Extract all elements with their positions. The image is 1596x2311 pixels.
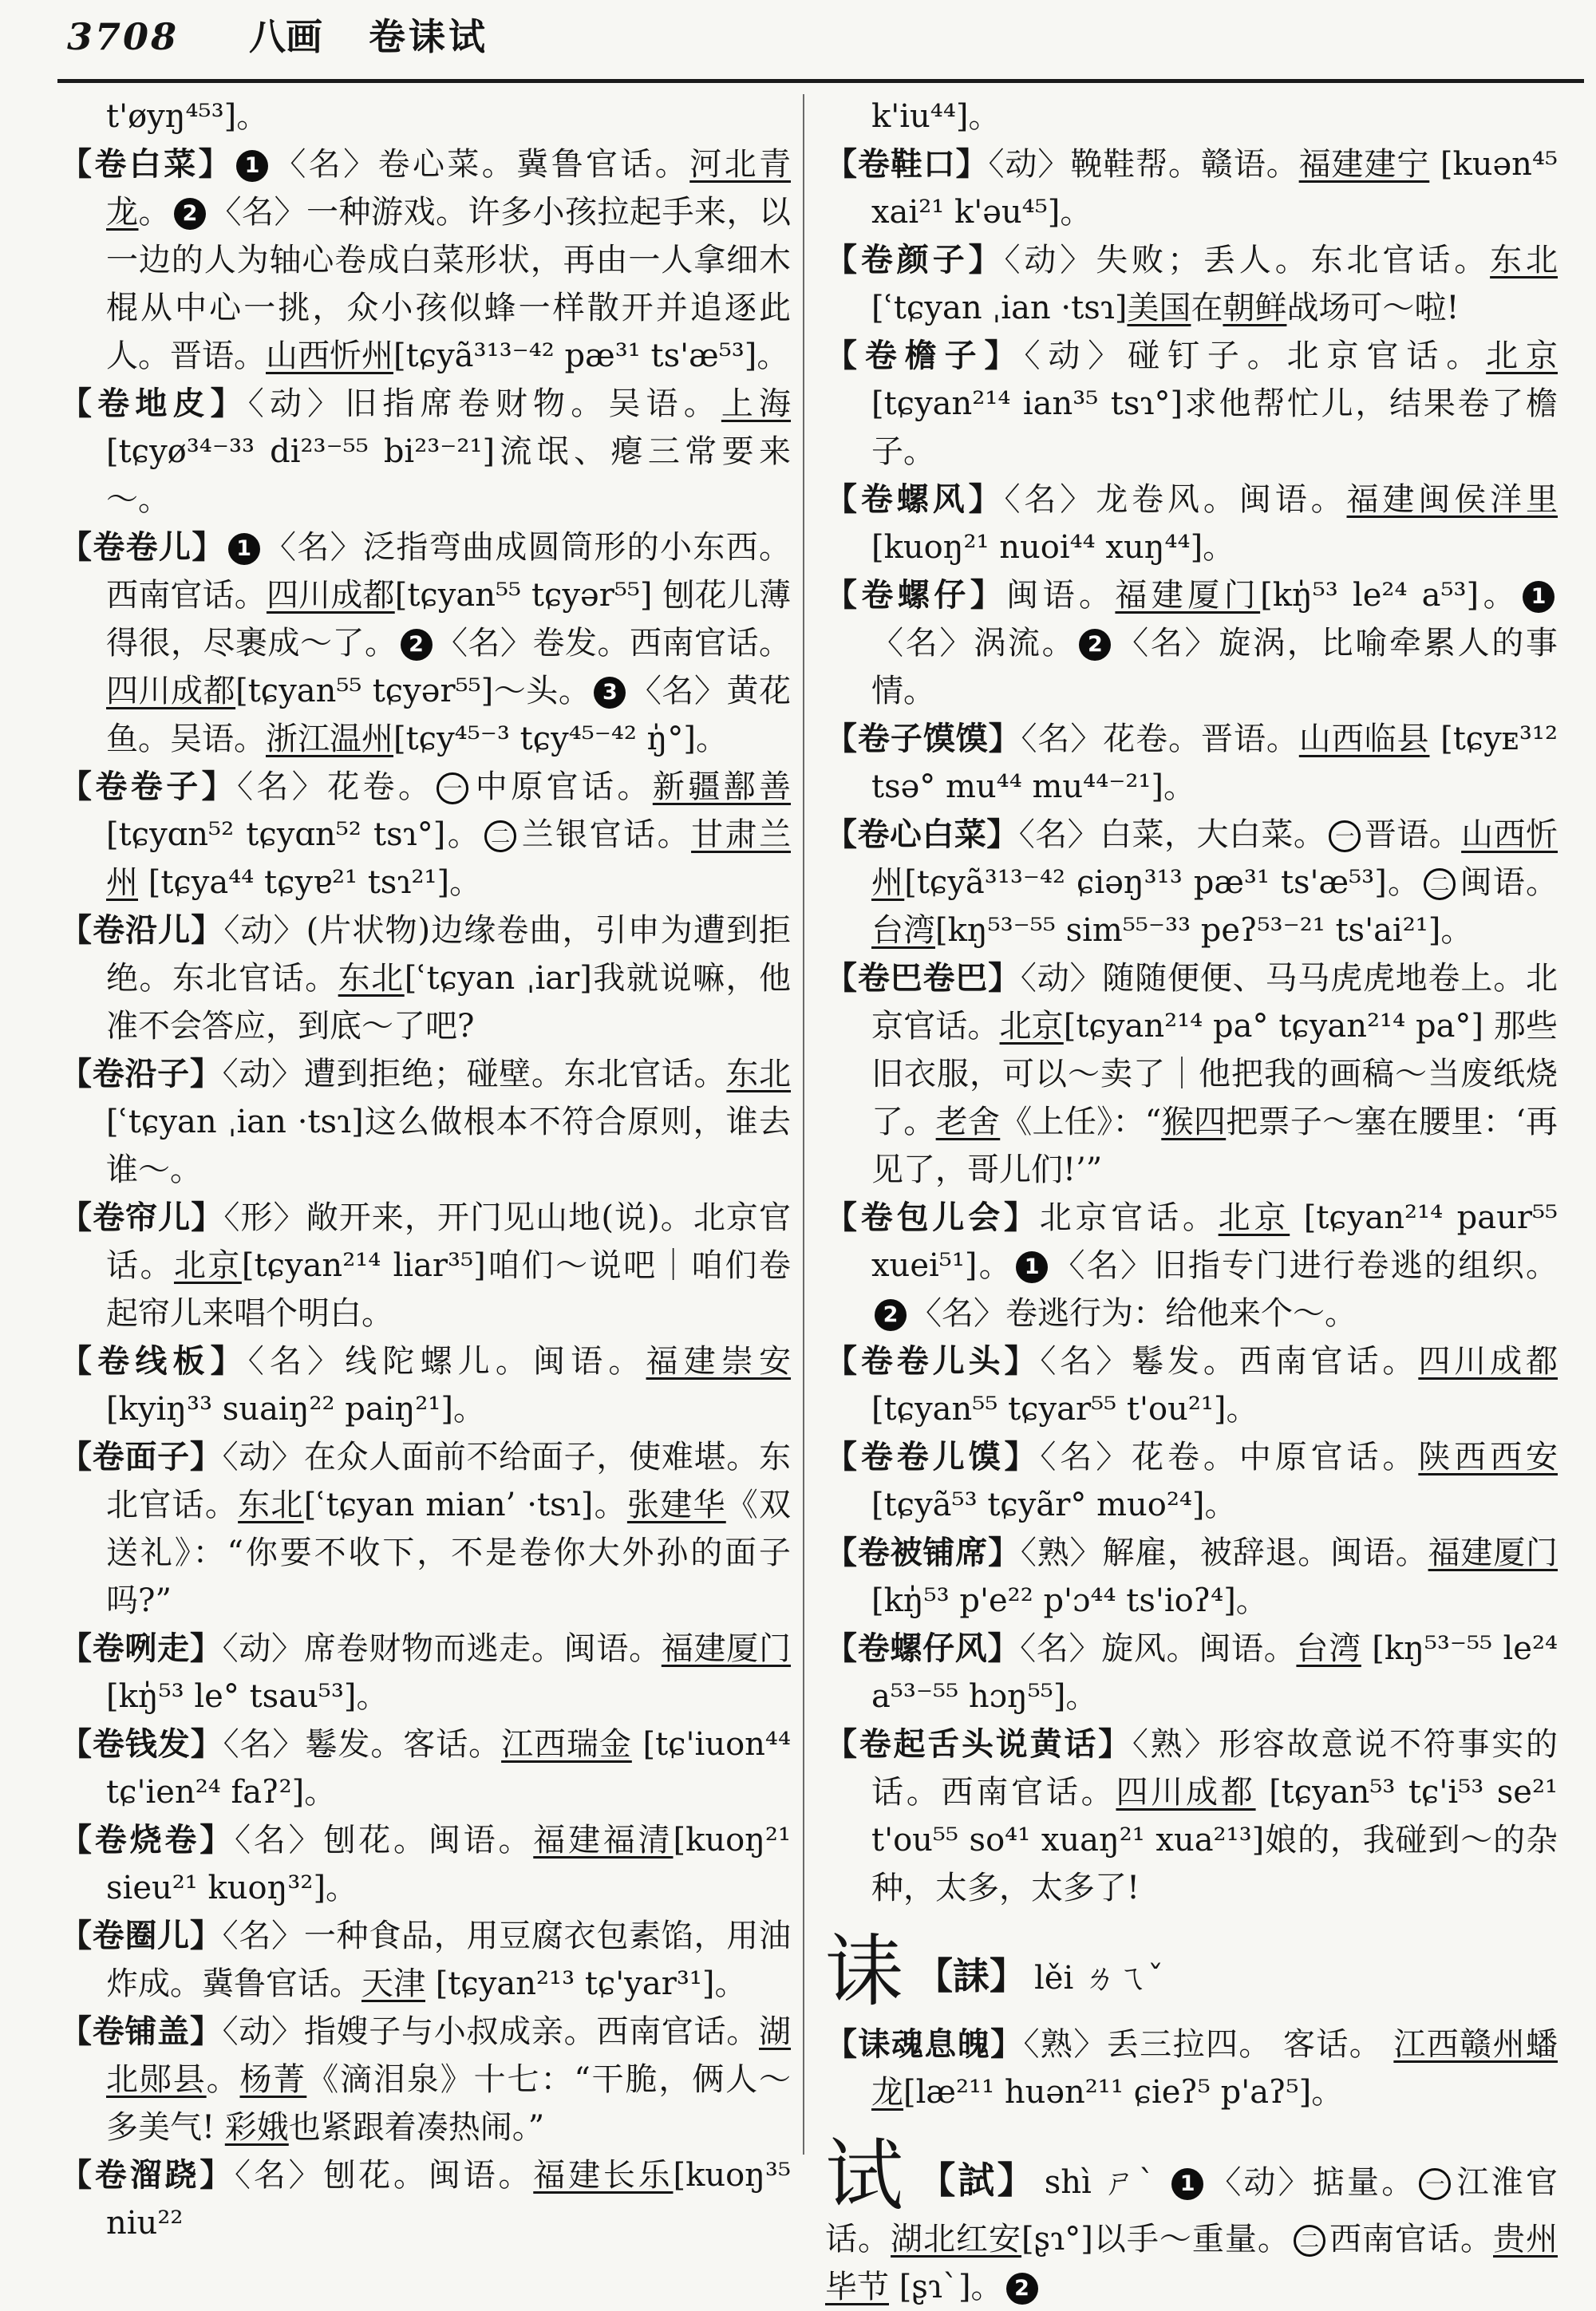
entry-headword: 【卷帘儿】 xyxy=(60,1199,224,1236)
proper-noun-underlined: 台湾 xyxy=(871,912,935,949)
proper-noun-underlined: 山西忻州 xyxy=(266,338,393,374)
proper-noun-underlined: 朝鲜 xyxy=(1223,290,1287,326)
proper-noun-underlined: 杨菁 xyxy=(239,2061,307,2098)
dictionary-entry: 【卷颜子】〈动〉失败；丢人。东北官话。东北[ʿtɕyan ˌian ·tsɿ]美国在朝鲜战场可～啦! xyxy=(825,241,1558,326)
proper-noun-underlined: 福建厦门 xyxy=(661,1630,792,1667)
entry-headword: 【卷卷儿头】 xyxy=(825,1342,1041,1380)
head-character: 试 xyxy=(825,2131,907,2222)
entry-headword: 【卷铺盖】 xyxy=(60,2013,223,2050)
column-divider xyxy=(803,94,804,2155)
dictionary-entry: 【卷卷子】〈名〉花卷。 一 中原官话。新疆鄯善[tɕyɑn⁵² tɕyɑn⁵² tsɿ°]。 二 兰银官话。甘肃兰州 [tɕya⁴⁴ tɕyɐ²¹ tsɿ²¹]。 xyxy=(60,768,792,901)
dictionary-entry: 【卷卷儿头】〈名〉鬈发。西南官话。四川成都[tɕyan⁵⁵ tɕyar⁵⁵ t'ou²¹]。 xyxy=(825,1342,1558,1428)
entry-headword: 【卷螺风】 xyxy=(825,480,1005,518)
subsense-number-2: 二 xyxy=(1294,2225,1325,2257)
entry-headword: 【卷圈儿】 xyxy=(60,1917,223,1954)
proper-noun-underlined: 四川成都 xyxy=(266,577,395,614)
proper-noun-underlined: 四川成都 xyxy=(1116,1774,1256,1811)
proper-noun-underlined: 北京 xyxy=(1486,338,1558,374)
subsense-number-1: 一 xyxy=(437,772,468,804)
dictionary-entry: 【卷沿子】〈动〉遭到拒绝；碰壁。东北官话。东北[ʿtɕyan ˌian ·tsɿ]这么做根本不符合原则，谁去谁～。 xyxy=(60,1055,792,1188)
dictionary-entry: 【卷帘儿】〈形〉敞开来，开门见山地(说)。北京官话。北京[tɕyan²¹⁴ liar³⁵]咱们～说吧｜咱们卷起帘儿来唱个明白。 xyxy=(60,1199,792,1332)
dictionary-entry: 【卷檐子】〈动〉碰钉子。北京官话。北京 [tɕyan²¹⁴ ian³⁵ tsɿ°]求他帮忙儿，结果卷了檐子。 xyxy=(825,337,1558,470)
entry-headword: 【卷卷儿】 xyxy=(60,528,225,566)
proper-noun-underlined: 江西赣州蟠龙 xyxy=(871,2026,1558,2111)
entry-headword: 【卷包儿会】 xyxy=(825,1199,1040,1236)
subsense-number-2: 二 xyxy=(1424,868,1456,900)
dictionary-entry: 【卷起舌头说黄话】〈熟〉形容故意说不符事实的话。西南官话。四川成都 [tɕyan⁵³ tɕ'i⁵³ se²¹ t'ou⁵⁵ so⁴¹ xuaŋ²¹ xua²¹³]娘的，我碰到～的杂种，太多，太多了! xyxy=(825,1725,1558,1906)
entry-headword: 【卷子馍馍】 xyxy=(825,720,1021,757)
dictionary-entry: 【卷包儿会】北京官话。北京 [tɕyan²¹⁴ paur⁵⁵ xuei⁵¹]。 1 〈名〉旧指专门进行卷逃的组织。2 〈名〉卷逃行为：给他来个～。 xyxy=(825,1199,1558,1332)
proper-noun-underlined: 陕西西安 xyxy=(1418,1439,1558,1475)
dictionary-entry: 【卷烧卷】〈名〉刨花。闽语。福建福清[kuoŋ²¹ sieu²¹ kuoŋ³²]。 xyxy=(60,1821,792,1906)
head-character-entry: 试 【試】 shì ㄕˋ 1 〈动〉掂量。 一 江淮官话。湖北红安[ʂɿ°]以手～重量。 二 西南官话。贵州毕节 [ʂɿˋ]。 2 xyxy=(825,2131,1558,2305)
proper-noun-underlined: 东北 xyxy=(338,960,405,997)
entry-headword: 【卷鞋口】 xyxy=(825,145,989,183)
proper-noun-underlined: 江西瑞金 xyxy=(501,1726,632,1763)
dictionary-entry: 【卷螺仔】闽语。福建厦门[kŋ̍⁵³ le²⁴ a⁵³]。 1〈名〉涡流。 2 〈名〉旋涡，比喻牵累人的事情。 xyxy=(825,576,1558,709)
entry-headword: 【卷檐子】 xyxy=(825,337,1025,374)
continuation-line: t'øyŋ⁴⁵³]。 xyxy=(106,98,269,135)
dictionary-entry: 【卷螺风】〈名〉龙卷风。闽语。福建闽侯洋里[kuoŋ²¹ nuoi⁴⁴ xuŋ⁴⁴]。 xyxy=(825,480,1558,566)
entry-headword: 【卷钱发】 xyxy=(60,1725,223,1763)
proper-noun-underlined: 河北青龙 xyxy=(106,146,792,231)
proper-noun-underlined: 天津 xyxy=(361,1965,425,2002)
proper-noun-underlined: 北京 xyxy=(999,1008,1064,1045)
traditional-form: 【誄】 xyxy=(916,1954,1027,1997)
subsense-number-1: 一 xyxy=(1419,2168,1451,2200)
proper-noun-underlined: 山西忻州 xyxy=(871,816,1558,901)
proper-noun-underlined: 福建长乐 xyxy=(533,2157,674,2194)
section-headword-characters: 卷诔试 xyxy=(369,15,489,58)
entry-headword: 【卷起舌头说黄话】 xyxy=(825,1725,1132,1763)
proper-noun-underlined: 福建厦门 xyxy=(1428,1535,1558,1571)
proper-noun-underlined: 彩娥 xyxy=(224,2109,289,2146)
continuation-line: k'iu⁴⁴]。 xyxy=(871,98,1001,135)
proper-noun-underlined: 四川成都 xyxy=(1418,1343,1558,1380)
entry-headword: 【卷巴卷巴】 xyxy=(825,959,1021,997)
dictionary-entry: 【卷铺盖】〈动〉指嫂子与小叔成亲。西南官话。湖北郧县。杨菁《滴泪泉》十七：“干脆，俩人～多美气! 彩娥也紧跟着凑热闹。” xyxy=(60,2013,792,2146)
entry-headword: 【卷面子】 xyxy=(60,1438,223,1475)
dictionary-entry: 【卷面子】〈动〉在众人面前不给面子，使难堪。东北官话。东北[ʿtɕyan mian’ ·tsɿ]。张建华《双送礼》：“你要不收下，不是卷你大外孙的面子吗?” xyxy=(60,1438,792,1619)
entry-headword: 【卷卷子】 xyxy=(60,768,237,805)
proper-noun-underlined: 福建闽侯洋里 xyxy=(1346,481,1558,518)
entry-headword: 【卷白菜】 xyxy=(60,145,233,183)
dictionary-entry: 【卷卷儿馍】〈名〉花卷。中原官话。陕西西安[tɕyã⁵³ tɕyãr° muo²⁴]。 xyxy=(825,1438,1558,1523)
sense-number-1: 1 xyxy=(236,150,268,182)
entry-headword: 【卷地皮】 xyxy=(60,385,248,422)
pinyin-zhuyin-pronunciation: lěi ㄌㄟˇ xyxy=(1034,1960,1163,1997)
entry-headword: 【卷线板】 xyxy=(60,1342,248,1380)
entry-headword: 【卷心白菜】 xyxy=(825,816,1019,853)
page-number: 3708 xyxy=(67,15,180,58)
proper-noun-underlined: 四川成都 xyxy=(106,673,236,709)
head-character-entry xyxy=(825,1926,1558,2017)
proper-noun-underlined: 猴四 xyxy=(1161,1104,1227,1140)
proper-noun-underlined: 美国 xyxy=(1127,290,1191,326)
header-rule xyxy=(57,79,1584,83)
proper-noun-underlined: 东北 xyxy=(1490,242,1558,279)
proper-noun-underlined: 东北 xyxy=(726,1056,792,1092)
entry-headword: 【卷咧走】 xyxy=(60,1630,223,1667)
proper-noun-underlined: 北京 xyxy=(173,1247,242,1284)
dictionary-entry: 【卷卷儿】 1 〈名〉泛指弯曲成圆筒形的小东西。西南官话。四川成都[tɕyan⁵⁵ tɕyər⁵⁵] 刨花儿薄得很，尽裹成～了。 2 〈名〉卷发。西南官话。四川成都[tɕyan⁵⁵ tɕyər⁵⁵]～头。 3 〈名〉黄花鱼。吴语。浙江温州[tɕy⁴⁵⁻³ tɕy⁴⁵⁻⁴² ŋ̍°]。 xyxy=(60,528,792,757)
proper-noun-underlined: 北京 xyxy=(1218,1199,1290,1236)
proper-noun-underlined: 老舍 xyxy=(935,1104,1001,1140)
dictionary-entry: 【卷白菜】 1 〈名〉卷心菜。冀鲁官话。河北青龙。 2 〈名〉一种游戏。许多小孩拉起手来，以一边的人为轴心卷成白菜形状，再由一人拿细木棍从中心一挑，众小孩似蜂一样散开并追逐此人。晋语。山西忻州[tɕyã³¹³⁻⁴² pæ³¹ ts'æ⁵³]。 xyxy=(60,145,792,374)
sense-number-1: 1 xyxy=(1523,581,1555,613)
dictionary-entry: 【卷圈儿】〈名〉一种食品，用豆腐衣包素馅，用油炸成。冀鲁官话。天津 [tɕyan²¹³ tɕ'yar³¹]。 xyxy=(60,1917,792,2002)
dictionary-entry: 【卷被铺席】〈熟〉解雇，被辞退。闽语。福建厦门[kŋ̍⁵³ p'e²² p'ɔ⁴⁴ ts'ioʔ⁴]。 xyxy=(825,1534,1558,1619)
sense-number-1: 1 xyxy=(1171,2168,1203,2200)
sense-number-2: 2 xyxy=(1079,629,1111,661)
proper-noun-underlined: 东北 xyxy=(238,1487,304,1523)
dictionary-entry: 【卷心白菜】〈名〉白菜，大白菜。 一 晋语。山西忻州[tɕyã³¹³⁻⁴² ɕiəŋ³¹³ pæ³¹ ts'æ⁵³]。 二 闽语。台湾[kŋ⁵³⁻⁵⁵ sim⁵⁵⁻³³ peʔ⁵³⁻²¹ ts'ai²¹]。 xyxy=(825,816,1558,949)
sense-number-2: 2 xyxy=(174,198,206,230)
stroke-section-label: 八画 xyxy=(249,15,323,58)
left-column xyxy=(60,93,792,2242)
dictionary-entry: 【诔魂息魄】〈熟〉丢三拉四。 客话。 江西赣州蟠龙[læ²¹¹ huən²¹¹ ɕieʔ⁵ p'aʔ⁵]。 xyxy=(825,2025,1558,2111)
entry-headword: 【卷沿儿】 xyxy=(60,911,224,949)
proper-noun-underlined: 福建福清 xyxy=(533,1822,674,1859)
sense-number-2: 2 xyxy=(1006,2273,1038,2305)
sense-number-1: 1 xyxy=(228,533,260,565)
proper-noun-underlined: 福建厦门 xyxy=(1115,577,1261,614)
subsense-number-2: 二 xyxy=(484,820,516,852)
page-header xyxy=(67,13,488,61)
proper-noun-underlined: 山西临县 xyxy=(1298,721,1430,757)
dictionary-entry: 【卷子馍馍】〈名〉花卷。晋语。山西临县 [tɕyᴇ³¹² tsə° mu⁴⁴ mu⁴⁴⁻²¹]。 xyxy=(825,720,1558,805)
sense-number-2: 2 xyxy=(875,1299,907,1331)
proper-noun-underlined: 上海 xyxy=(721,385,792,422)
dictionary-entry: 【卷鞋口】〈动〉鞔鞋帮。赣语。福建建宁 [kuən⁴⁵ xai²¹ k'əu⁴⁵]。 xyxy=(825,145,1558,231)
dictionary-entry: 【卷巴卷巴】〈动〉随随便便、马马虎虎地卷上。北京官话。北京[tɕyan²¹⁴ pa° tɕyan²¹⁴ pa°] 那些旧衣服，可以～卖了｜他把我的画稿～当废纸烧了。老舍《上任》：“猴四把票子～塞在腰里：‘再见了，哥儿们!’” xyxy=(825,959,1558,1188)
proper-noun-underlined: 新疆鄯善 xyxy=(652,768,792,805)
entry-headword: 【卷沿子】 xyxy=(60,1055,223,1092)
entry-headword: 【卷溜跷】 xyxy=(60,2156,235,2194)
sense-number-3: 3 xyxy=(594,677,626,709)
right-column xyxy=(825,93,1558,2305)
dictionary-entry: 【卷线板】〈名〉线陀螺儿。闽语。福建崇安 [kyiŋ³³ suaiŋ²² paiŋ²¹]。 xyxy=(60,1342,792,1428)
entry-headword: 【卷螺仔】 xyxy=(825,576,1007,614)
head-character: 诔 xyxy=(825,1926,904,2017)
subsense-number-1: 一 xyxy=(1329,820,1361,852)
entry-headword: 【卷卷儿馍】 xyxy=(825,1438,1041,1475)
dictionary-entry: 【卷咧走】〈动〉席卷财物而逃走。闽语。福建厦门[kŋ̍⁵³ le° tsau⁵³]。 xyxy=(60,1630,792,1715)
proper-noun-underlined: 贵州毕节 xyxy=(825,2221,1558,2305)
entry-headword: 【诔魂息魄】 xyxy=(825,2025,1024,2063)
pinyin-zhuyin-pronunciation: shì ㄕˋ xyxy=(1044,2164,1158,2201)
proper-noun-underlined: 福建建宁 xyxy=(1298,146,1430,183)
proper-noun-underlined: 浙江温州 xyxy=(266,721,393,757)
proper-noun-underlined: 张建华 xyxy=(626,1487,726,1523)
dictionary-entry: 【卷钱发】〈名〉鬈发。客话。江西瑞金 [tɕ'iuon⁴⁴ tɕ'ien²⁴ faʔ²]。 xyxy=(60,1725,792,1811)
proper-noun-underlined: 甘肃兰州 xyxy=(106,816,791,901)
sense-number-2: 2 xyxy=(401,629,433,661)
proper-noun-underlined: 湖北郧县 xyxy=(106,2013,792,2098)
traditional-form: 【試】 xyxy=(918,2159,1037,2202)
proper-noun-underlined: 台湾 xyxy=(1296,1630,1361,1667)
proper-noun-underlined: 福建崇安 xyxy=(646,1343,792,1380)
entry-headword: 【卷烧卷】 xyxy=(60,1821,235,1859)
dictionary-entry: 【卷溜跷】〈名〉刨花。闽语。福建长乐[kuoŋ³⁵ niu²² xyxy=(60,2156,792,2242)
dictionary-entry: 【卷沿儿】〈动〉(片状物)边缘卷曲，引申为遭到拒绝。东北官话。东北[ʿtɕyan ˌiar]我就说嘛，他准不会答应，到底～了吧? xyxy=(60,911,792,1045)
entry-headword: 【卷螺仔风】 xyxy=(825,1630,1021,1667)
proper-noun-underlined: 湖北红安 xyxy=(891,2221,1022,2258)
dictionary-entry: 【卷螺仔风】〈名〉旋风。闽语。台湾 [kŋ⁵³⁻⁵⁵ le²⁴ a⁵³⁻⁵⁵ hɔŋ⁵⁵]。 xyxy=(825,1630,1558,1715)
entry-headword: 【卷颜子】 xyxy=(825,241,1005,279)
dictionary-entry: 【卷地皮】〈动〉旧指席卷财物。吴语。上海[tɕyø³⁴⁻³³ di²³⁻⁵⁵ bi²³⁻²¹]流氓、瘪三常要来～。 xyxy=(60,385,792,518)
entry-headword: 【卷被铺席】 xyxy=(825,1534,1021,1571)
sense-number-1: 1 xyxy=(1016,1251,1048,1283)
